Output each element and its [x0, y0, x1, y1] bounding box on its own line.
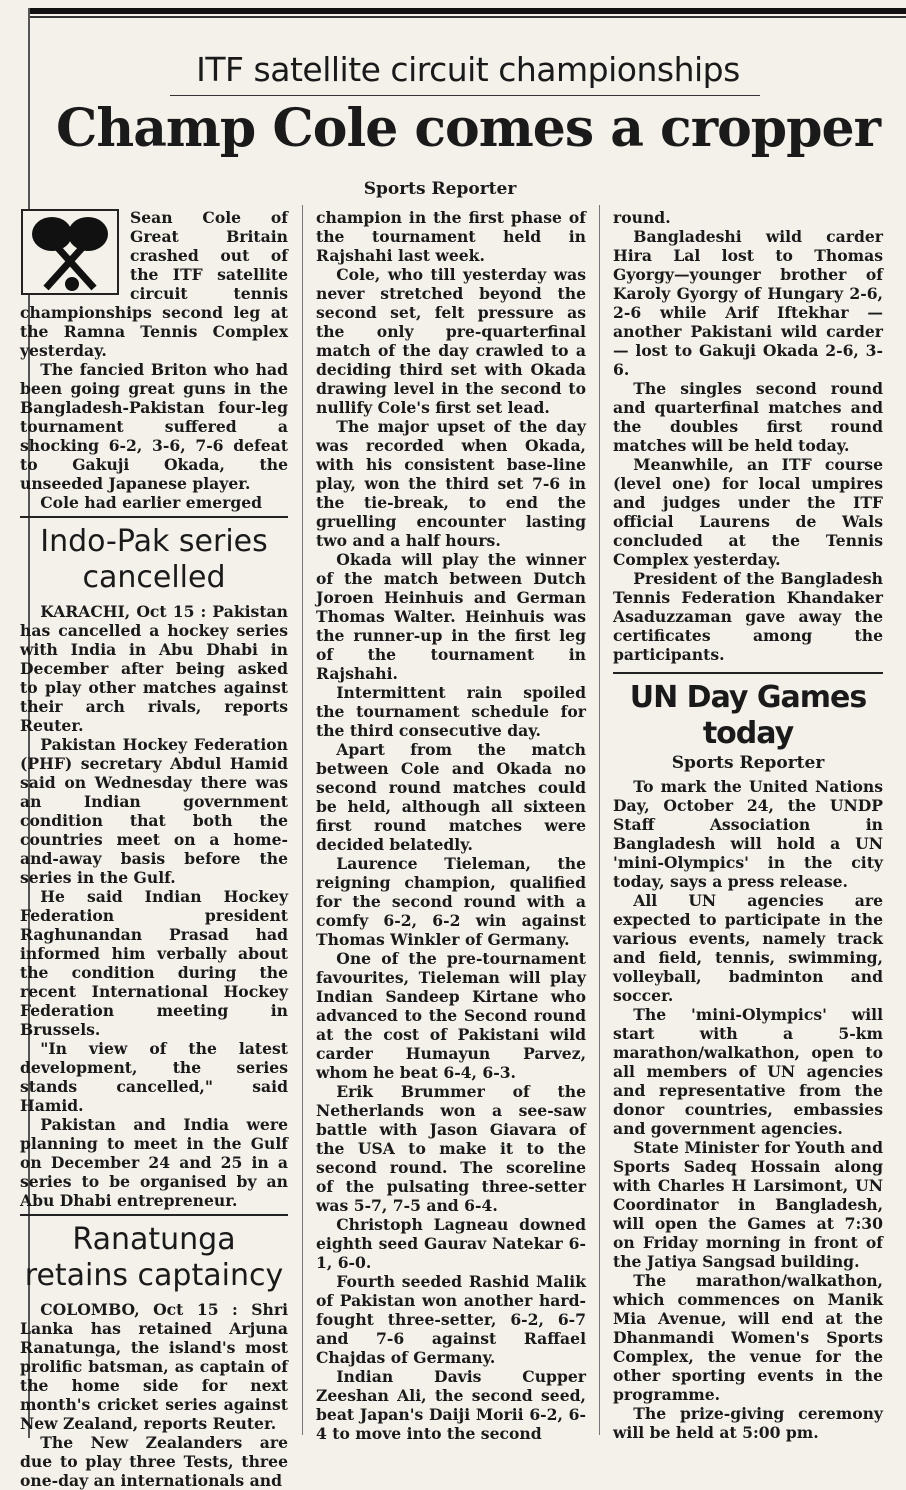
un-day-para-5: The marathon/walkathon, which commences on Manik Mia Avenue, will end at the Dhanmandi Women's Sports Complex, the venue for the other sporting events in the programme.: [613, 1271, 883, 1404]
main-para-6: Intermittent rain spoiled the tournament schedule for the third consecutive day.: [316, 683, 586, 740]
main-lead: Sean Cole of Great Britain crashed out of the ITF satellite circuit tennis championships second leg at the Ramna Tennis Complex yesterday.: [20, 208, 288, 360]
kicker-underline: [170, 95, 760, 96]
column-2: [316, 208, 586, 1443]
indo-pak-para-1: Pakistan has cancelled a hockey series with India in Abu Dhabi in December after being asked to play other matches against their arch rivals, reports Reuter.: [20, 602, 288, 735]
indo-pak-headline: Indo-Pak series cancelled: [40, 524, 268, 595]
indo-pak-para-3: He said Indian Hockey Federation president Raghunandan Prasad had informed him verbally about the condition during the recent International Hockey Federation meeting in Brussels.: [20, 887, 288, 1039]
main-para-7: Apart from the match between Cole and Okada no second round matches could be held, although all sixteen first round matches were decided belatedly.: [316, 740, 586, 854]
main-para-16: Meanwhile, an ITF course (level one) for local umpires and judges under the ITF official Laurens de Wals concluded at the Tennis Complex yesterday.: [613, 455, 883, 569]
kicker-headline: ITF satellite circuit championships: [196, 50, 740, 89]
column-3: [613, 208, 883, 1442]
main-para-2b: champion in the first phase of the tournament held in Rajshahi last week.: [316, 208, 586, 265]
section-divider: [20, 516, 288, 518]
main-para-12: Fourth seeded Rashid Malik of Pakistan won another hard-fought three-setter, 6-2, 6-7 and 7-6 against Raffael Chajdas of Germany.: [316, 1272, 586, 1367]
ranatunga-para-1: Shri Lanka has retained Arjuna Ranatunga, the island's most prolific batsman, as captain of the home side for next month's cricket series against New Zealand, reports Reuter.: [20, 1300, 288, 1433]
main-para-13a: Indian Davis Cupper Zeeshan Ali, the second seed, beat Japan's Daiji Morii 6-2, 6-4 to move into the second: [316, 1367, 586, 1443]
indo-pak-para-4: "In view of the latest development, the series stands cancelled," said Hamid.: [20, 1039, 288, 1115]
column-rule-1: [302, 205, 303, 1435]
main-para-8: Laurence Tieleman, the reigning champion, qualified for the second round with a comfy 6-2, 6-2 win against Thomas Winkler of Germany.: [316, 854, 586, 949]
indo-pak-para-5: Pakistan and India were planning to meet in the Gulf on December 24 and 25 in a series to be organised by an Abu Dhabi entrepreneur.: [20, 1115, 288, 1210]
page-top-rule: [30, 8, 906, 14]
section-divider: [20, 1214, 288, 1216]
un-day-byline: Sports Reporter: [671, 753, 825, 773]
column-1: [20, 208, 288, 1490]
main-para-17: President of the Bangladesh Tennis Federation Khandaker Asaduzzaman gave away the certificates among the participants.: [613, 569, 883, 664]
ranatunga-headline: Ranatunga retains captaincy: [24, 1222, 284, 1293]
main-para-2a: Cole had earlier emerged: [40, 493, 263, 512]
un-day-para-6: The prize-giving ceremony will be held at 5:00 pm.: [613, 1404, 883, 1442]
main-para-9: One of the pre-tournament favourites, Tieleman will play Indian Sandeep Kirtane who advanced to the Second round at the cost of Pakistani wild carder Humayun Parvez, whom he beat 6-4, 6-3.: [316, 949, 586, 1082]
un-day-para-4: State Minister for Youth and Sports Sadeq Hossain along with Charles H Larsimont, UN Coordinator in Bangladesh, will open the Games at 7:30 on Friday morning in front of the Jatiya Sangsad building.: [613, 1138, 883, 1271]
page-top-rule-thin: [30, 16, 906, 18]
main-para-4: The major upset of the day was recorded when Okada, with his consistent base-line play, won the third set 7-6 in the tie-break, to end the gruelling encounter lasting two and a half hours.: [316, 417, 586, 550]
un-day-para-3: The 'mini-Olympics' will start with a 5-km marathon/walkathon, open to all members of UN agencies and representative from the donor countries, embassies and government agencies.: [613, 1005, 883, 1138]
main-para-13b: round.: [613, 208, 671, 227]
main-byline: Sports Reporter: [363, 179, 517, 199]
main-para-10: Erik Brummer of the Netherlands won a see-saw battle with Jason Giavara of the USA to make it to the second round. The scoreline of the pulsating three-setter was 5-7, 7-5 and 6-4.: [316, 1082, 586, 1215]
indo-pak-dateline: KARACHI, Oct 15 :: [40, 602, 207, 621]
main-para-5: Okada will play the winner of the match between Dutch Joroen Heinhuis and German Thomas Walter. Heinhuis was the runner-up in the first leg of the tournament in Rajshahi.: [316, 550, 586, 683]
column-rule-2: [599, 205, 600, 1435]
un-day-para-2: All UN agencies are expected to participate in the various events, namely track and field, tennis, swimming, volleyball, badminton and soccer.: [613, 891, 883, 1005]
un-day-headline: UN Day Games today: [629, 680, 867, 751]
un-day-para-1: To mark the United Nations Day, October 24, the UNDP Staff Association in Bangladesh will hold a UN 'mini-Olympics' in the city today, says a press release.: [613, 777, 883, 891]
main-headline: Champ Cole comes a cropper: [56, 98, 880, 159]
main-para-15: The singles second round and quarterfinal matches and the doubles first round matches will be held today.: [613, 379, 883, 455]
main-para-11: Christoph Lagneau downed eighth seed Gaurav Natekar 6-1, 6-0.: [316, 1215, 586, 1272]
main-para-14: Bangladeshi wild carder Hira Lal lost to Thomas Gyorgy—younger brother of Karoly Gyorgy of Hungary 2-6, 2-6 while Arif Iftekhar — another Pakistani wild carder — lost to Gakuji Okada 2-6, 3-6.: [613, 227, 883, 379]
section-divider: [613, 672, 883, 674]
main-para-3: Cole, who till yesterday was never stretched beyond the second set, felt pressure as the only pre-quarterfinal match of the day crawled to a deciding third set with Okada drawing level in the second to nullify Cole's first set lead.: [316, 265, 586, 417]
main-para-1: The fancied Briton who had been going great guns in the Bangladesh-Pakistan four-leg tournament suffered a shocking 6-2, 3-6, 7-6 defeat to Gakuji Okada, the unseeded Japanese player.: [20, 360, 288, 493]
tennis-rackets-icon: [20, 208, 120, 296]
ranatunga-dateline: COLOMBO, Oct 15 :: [40, 1300, 238, 1319]
ranatunga-para-2: The New Zealanders are due to play three Tests, three one-day an internationals and: [20, 1433, 288, 1490]
indo-pak-para-2: Pakistan Hockey Federation (PHF) secretary Abdul Hamid said on Wednesday there was an Indian government condition that both the countries meet on a home-and-away basis before the series in the Gulf.: [20, 735, 288, 887]
